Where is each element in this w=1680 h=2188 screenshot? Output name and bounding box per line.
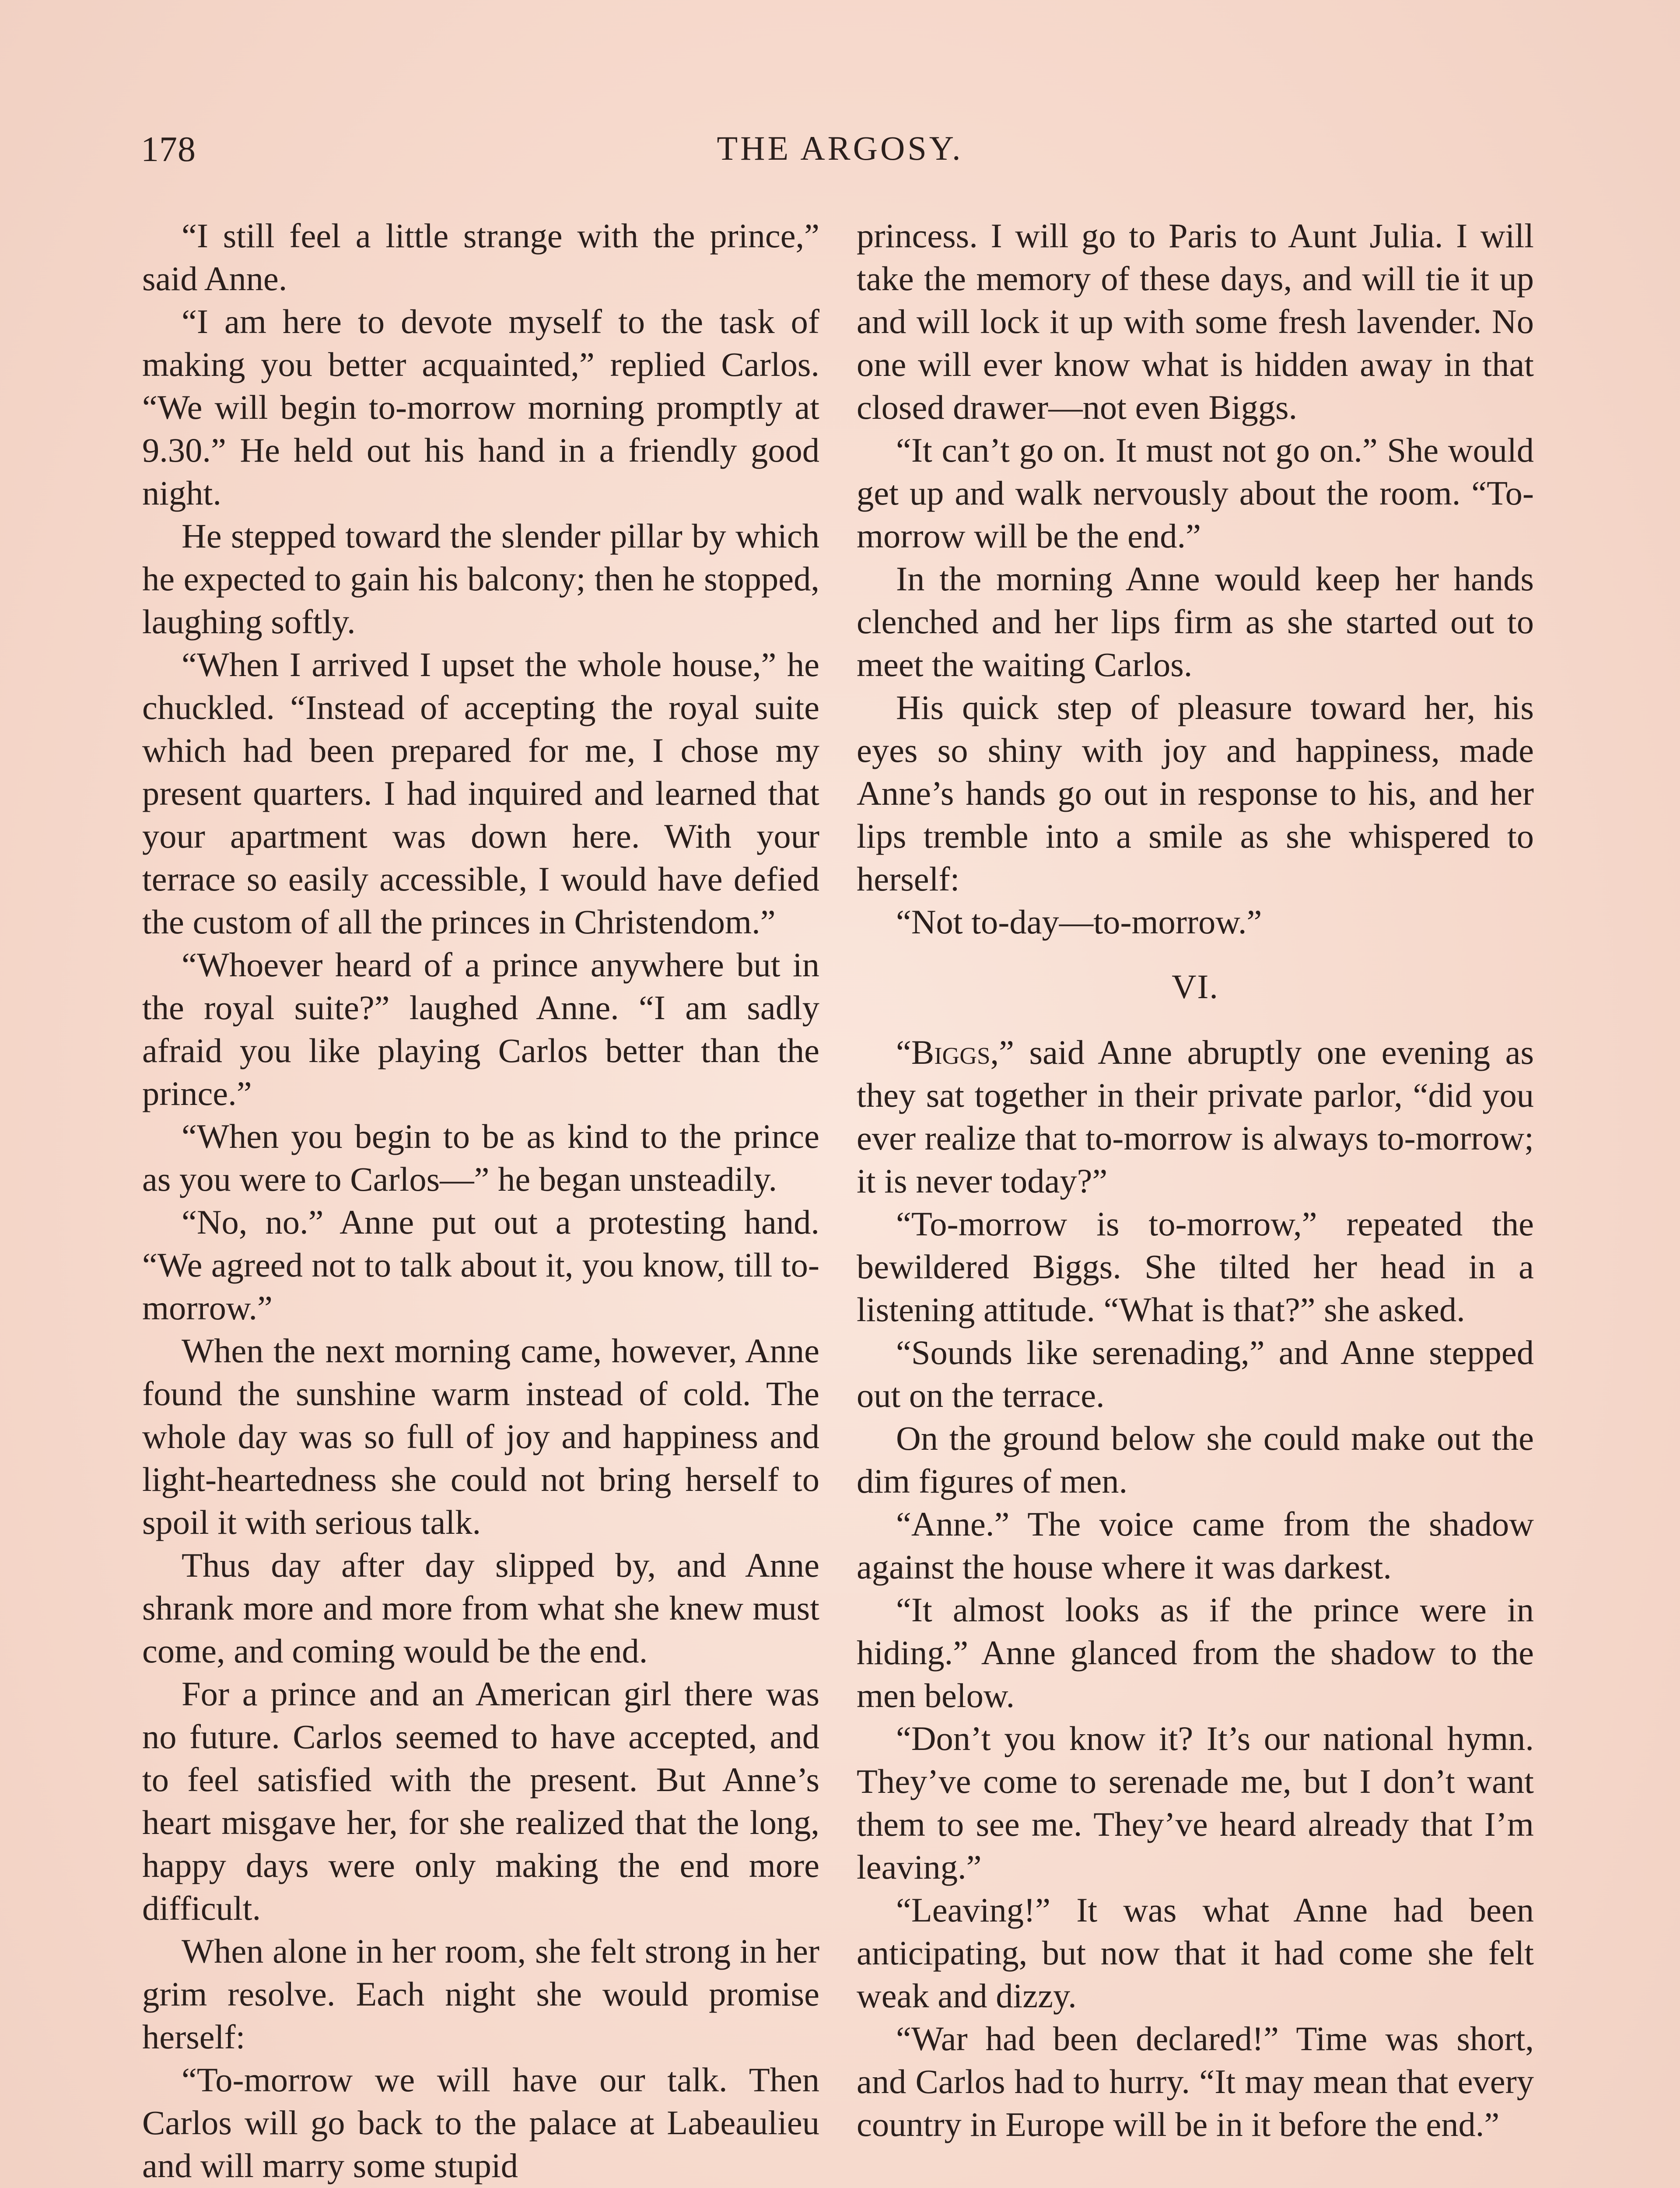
paragraph: “Anne.” The voice came from the shadow against the house where it was darkest. xyxy=(857,1505,1534,1586)
opening-word: “Biggs,” xyxy=(896,1033,1015,1071)
running-head: THE ARGOSY. xyxy=(717,129,963,167)
paragraph: “No, no.” Anne put out a protesting hand. “We agreed not to talk about it, you know, till to-morrow.” xyxy=(142,1203,819,1327)
paragraph: He stepped toward the slender pillar by which he expected to gain his balcony; then he stopped, laughing softly. xyxy=(142,517,819,641)
paragraph: “It almost looks as if the prince were in hiding.” Anne glanced from the shadow to the men below. xyxy=(857,1591,1534,1715)
paragraph: “To-morrow is to-morrow,” repeated the bewildered Biggs. She tilted her head in a listening attitude. “What is that?” she asked. xyxy=(857,1205,1534,1329)
paragraph: “I am here to devote myself to the task of making you better acquainted,” replied Carlos. “We will begin to-morrow morning promptly at 9.30.” He held out his hand in a friendly good night. xyxy=(142,302,819,512)
paragraph: In the morning Anne would keep her hands clenched and her lips firm as she started out to meet the waiting Carlos. xyxy=(857,560,1534,684)
paragraph: “I still feel a little strange with the prince,” said Anne. xyxy=(142,217,819,298)
right-column xyxy=(857,214,1534,2146)
paragraph: “Don’t you know it? It’s our national hymn. They’ve come to serenade me, but I don’t want them to see me. They’ve heard already that I’m leaving.” xyxy=(857,1719,1534,1886)
section-opening-paragraph xyxy=(857,1031,1534,1203)
paragraph: On the ground below she could make out the dim figures of men. xyxy=(857,1419,1534,1500)
paragraph: “Whoever heard of a prince anywhere but in the royal suite?” laughed Anne. “I am sadly afraid you like playing Carlos better than the prince.” xyxy=(142,946,819,1112)
paragraph: “When you begin to be as kind to the prince as you were to Carlos—” he began unsteadily. xyxy=(142,1117,819,1198)
paragraph: “Sounds like serenading,” and Anne stepped out on the terrace. xyxy=(857,1333,1534,1414)
paragraph: “When I arrived I upset the whole house,” he chuckled. “Instead of accepting the royal suite which had been prepared for me, I chose my present quarters. I had inquired and learned that your apartment was down here. With your terrace so easily accessible, I would have defied the custom of all the princes in Christendom.” xyxy=(142,645,819,941)
section-heading: VI. xyxy=(1172,968,1219,1006)
paragraph: “It can’t go on. It must not go on.” She would get up and walk nervously about the room. “To-morrow will be the end.” xyxy=(857,431,1534,555)
paragraph: “To-morrow we will have our talk. Then Carlos will go back to the palace at Labeaulieu and will marry some stupid xyxy=(142,2061,819,2184)
paragraph: For a prince and an American girl there was no future. Carlos seemed to have accepted, and to feel satisfied with the present. But Anne’s heart misgave her, for she realized that the long, happy days were only making the end more difficult. xyxy=(142,1675,819,1927)
paragraph: “Leaving!” It was what Anne had been anticipating, but now that it had come she felt weak and dizzy. xyxy=(857,1891,1534,2015)
opening-text: said Anne abruptly one evening as they sat together in their private parlor, “did you ever realize that to-morrow is always to-morrow; it is never today?” xyxy=(857,1033,1534,1200)
paragraph: “War had been declared!” Time was short, and Carlos had to hurry. “It may mean that every country in Europe will be in it before the end.” xyxy=(857,2020,1534,2143)
paragraph: His quick step of pleasure toward her, his eyes so shiny with joy and happiness, made Anne’s hands go out in response to his, and her lips tremble into a smile as she whispered to herself: xyxy=(857,688,1534,898)
continued-paragraph: princess. I will go to Paris to Aunt Julia. I will take the memory of these days, and will tie it up and will lock it up with some fresh lavender. No one will ever know what is hidden away in that closed drawer—not even Biggs. xyxy=(857,217,1534,426)
page-number: 178 xyxy=(141,129,196,169)
paragraph: “Not to-day—to-morrow.” xyxy=(896,903,1262,941)
paragraph: When alone in her room, she felt strong in her grim resolve. Each night she would promise herself: xyxy=(142,1932,819,2056)
paragraph: When the next morning came, however, Anne found the sunshine warm instead of cold. The whole day was so full of joy and happiness and light-heartedness she could not bring herself to spoil it with serious talk. xyxy=(142,1332,819,1541)
left-column xyxy=(142,214,819,2187)
paragraph: Thus day after day slipped by, and Anne shrank more and more from what she knew must come, and coming would be the end. xyxy=(142,1546,819,1670)
